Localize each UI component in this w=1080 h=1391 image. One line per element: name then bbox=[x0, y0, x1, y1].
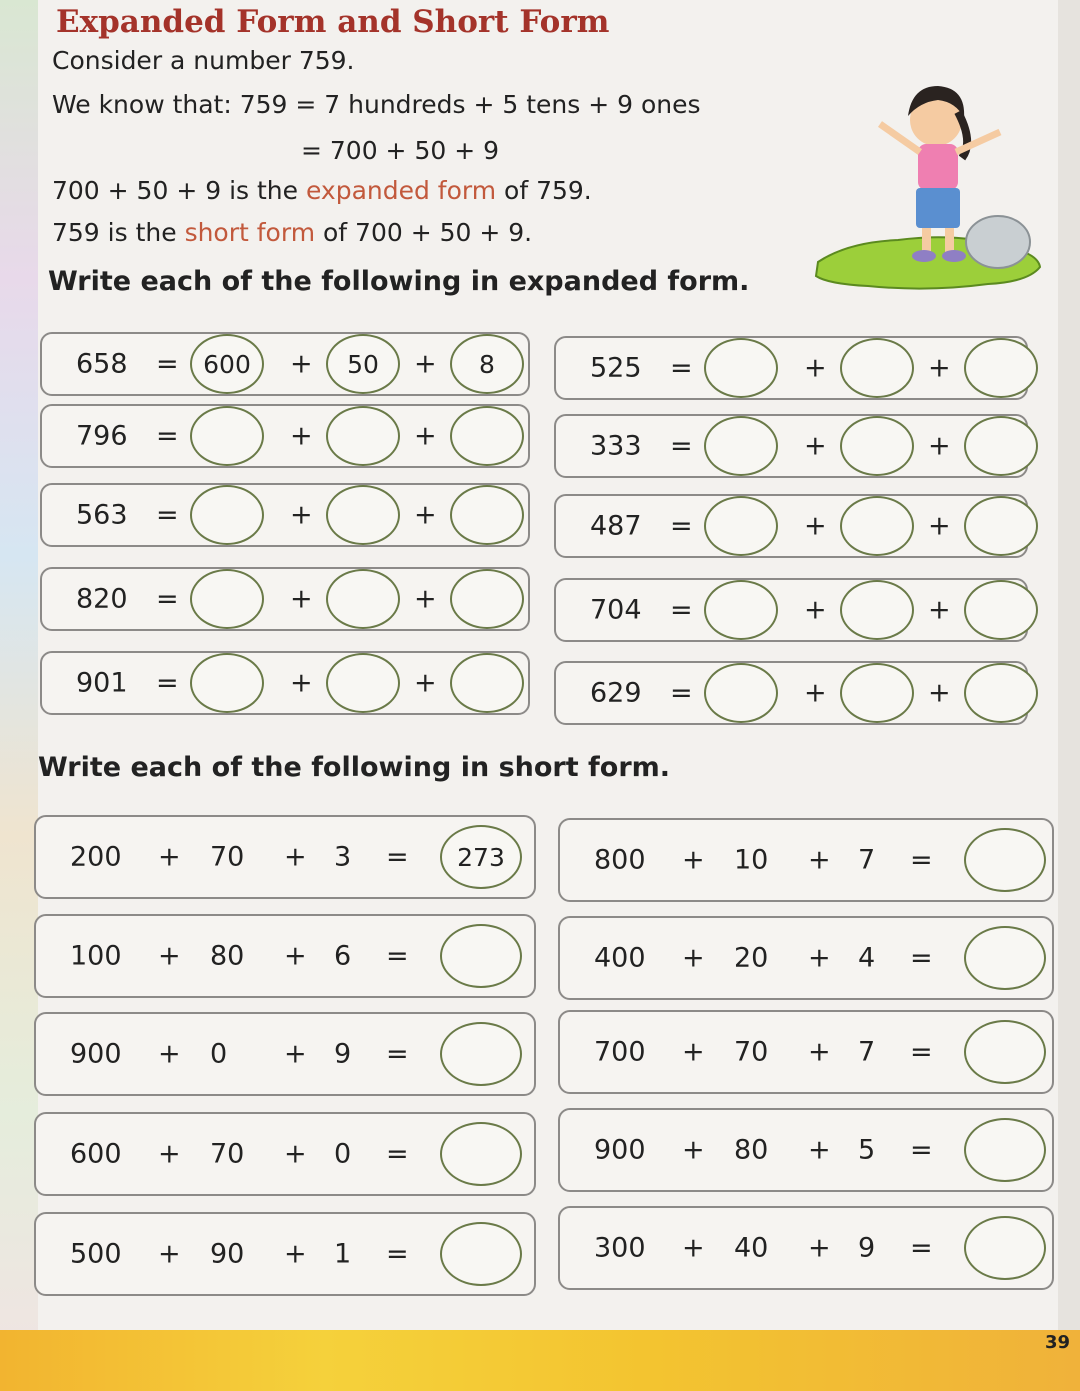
answer-oval[interactable] bbox=[704, 580, 778, 640]
answer-oval[interactable] bbox=[450, 653, 524, 713]
answer-oval[interactable] bbox=[964, 663, 1038, 723]
plus-sign: + bbox=[682, 844, 705, 876]
answer-oval[interactable] bbox=[440, 1222, 522, 1286]
addend-ones: 9 bbox=[858, 1232, 876, 1264]
answer-oval[interactable] bbox=[326, 485, 400, 545]
equals-sign: = bbox=[156, 499, 179, 531]
given-number: 796 bbox=[76, 420, 128, 452]
answer-oval[interactable] bbox=[964, 926, 1046, 990]
page-number: 39 bbox=[1044, 1332, 1070, 1353]
plus-sign: + bbox=[284, 1138, 307, 1170]
expanded-row bbox=[40, 332, 530, 396]
plus-sign: + bbox=[290, 499, 313, 531]
addend-hundreds: 800 bbox=[594, 844, 646, 876]
equals-sign: = bbox=[156, 348, 179, 380]
equals-sign: = bbox=[386, 1038, 409, 1070]
expanded-row bbox=[554, 414, 1028, 478]
plus-sign: + bbox=[804, 677, 827, 709]
page-title: Expanded Form and Short Form bbox=[56, 4, 610, 40]
equals-sign: = bbox=[386, 1138, 409, 1170]
expanded-row bbox=[554, 661, 1028, 725]
equals-sign: = bbox=[910, 844, 933, 876]
given-number: 901 bbox=[76, 667, 128, 699]
plus-sign: + bbox=[682, 1232, 705, 1264]
answer-oval[interactable] bbox=[440, 924, 522, 988]
equals-sign: = bbox=[386, 1238, 409, 1270]
short-row bbox=[558, 1108, 1054, 1192]
plus-sign: + bbox=[284, 841, 307, 873]
given-number: 629 bbox=[590, 677, 642, 709]
plus-sign: + bbox=[928, 510, 951, 542]
plus-sign: + bbox=[290, 420, 313, 452]
consider-line: Consider a number 759. bbox=[52, 46, 355, 75]
equals-sign: = bbox=[670, 430, 693, 462]
equals-sign: = bbox=[670, 510, 693, 542]
plus-sign: + bbox=[284, 940, 307, 972]
addend-tens: 20 bbox=[734, 942, 769, 974]
answer-oval[interactable] bbox=[964, 828, 1046, 892]
addend-tens: 80 bbox=[734, 1134, 769, 1166]
plus-sign: + bbox=[682, 1134, 705, 1166]
footer-band bbox=[0, 1330, 1080, 1391]
plus-sign: + bbox=[682, 942, 705, 974]
answer-oval[interactable]: 50 bbox=[326, 334, 400, 394]
equals-sign: = bbox=[670, 594, 693, 626]
text-part: 759 is the bbox=[52, 218, 185, 247]
know-line-2: = 700 + 50 + 9 bbox=[301, 136, 500, 165]
plus-sign: + bbox=[804, 430, 827, 462]
expanded-row bbox=[40, 651, 530, 715]
short-row bbox=[558, 1206, 1054, 1290]
equals-sign: = bbox=[386, 940, 409, 972]
term-expanded-form: expanded form bbox=[305, 176, 497, 205]
expanded-row bbox=[40, 404, 530, 468]
know-line: We know that: 759 = 7 hundreds + 5 tens + 9 ones bbox=[52, 90, 701, 119]
equals-sign: = bbox=[156, 420, 179, 452]
short-definition bbox=[52, 218, 532, 247]
addend-hundreds: 500 bbox=[70, 1238, 122, 1270]
answer-oval[interactable] bbox=[450, 485, 524, 545]
given-number: 333 bbox=[590, 430, 642, 462]
short-row bbox=[34, 1112, 536, 1196]
plus-sign: + bbox=[290, 667, 313, 699]
plus-sign: + bbox=[158, 1038, 181, 1070]
page-edge-tabs bbox=[0, 0, 38, 1391]
text-part: of 700 + 50 + 9. bbox=[315, 218, 533, 247]
short-row bbox=[34, 815, 536, 899]
addend-hundreds: 900 bbox=[70, 1038, 122, 1070]
given-number: 820 bbox=[76, 583, 128, 615]
given-number: 704 bbox=[590, 594, 642, 626]
addend-ones: 1 bbox=[334, 1238, 352, 1270]
short-row bbox=[558, 1010, 1054, 1094]
answer-oval[interactable] bbox=[964, 1216, 1046, 1280]
short-row bbox=[34, 914, 536, 998]
plus-sign: + bbox=[284, 1238, 307, 1270]
answer-oval[interactable] bbox=[704, 338, 778, 398]
addend-ones: 7 bbox=[858, 844, 876, 876]
addend-hundreds: 200 bbox=[70, 841, 122, 873]
equals-sign: = bbox=[670, 677, 693, 709]
plus-sign: + bbox=[414, 420, 437, 452]
answer-oval[interactable] bbox=[840, 416, 914, 476]
plus-sign: + bbox=[808, 1232, 831, 1264]
addend-ones: 6 bbox=[334, 940, 352, 972]
plus-sign: + bbox=[414, 348, 437, 380]
short-row bbox=[558, 818, 1054, 902]
given-number: 525 bbox=[590, 352, 642, 384]
answer-oval[interactable]: 600 bbox=[190, 334, 264, 394]
answer-oval[interactable] bbox=[964, 338, 1038, 398]
expanded-row bbox=[554, 336, 1028, 400]
equals-sign: = bbox=[910, 942, 933, 974]
text-part: of 759. bbox=[496, 176, 592, 205]
plus-sign: + bbox=[290, 348, 313, 380]
addend-tens: 80 bbox=[210, 940, 245, 972]
answer-oval[interactable]: 8 bbox=[450, 334, 524, 394]
answer-oval[interactable] bbox=[326, 569, 400, 629]
answer-oval[interactable] bbox=[440, 1022, 522, 1086]
equals-sign: = bbox=[910, 1036, 933, 1068]
short-row bbox=[34, 1212, 536, 1296]
answer-oval[interactable] bbox=[964, 416, 1038, 476]
addend-tens: 40 bbox=[734, 1232, 769, 1264]
equals-sign: = bbox=[156, 667, 179, 699]
addend-ones: 4 bbox=[858, 942, 876, 974]
addend-hundreds: 100 bbox=[70, 940, 122, 972]
given-number: 563 bbox=[76, 499, 128, 531]
answer-oval[interactable] bbox=[450, 406, 524, 466]
equals-sign: = bbox=[910, 1134, 933, 1166]
plus-sign: + bbox=[808, 844, 831, 876]
plus-sign: + bbox=[804, 594, 827, 626]
addend-ones: 9 bbox=[334, 1038, 352, 1070]
plus-sign: + bbox=[414, 583, 437, 615]
plus-sign: + bbox=[414, 499, 437, 531]
plus-sign: + bbox=[158, 1238, 181, 1270]
answer-oval[interactable] bbox=[704, 663, 778, 723]
answer-oval[interactable] bbox=[704, 496, 778, 556]
plus-sign: + bbox=[804, 352, 827, 384]
plus-sign: + bbox=[928, 594, 951, 626]
answer-oval[interactable] bbox=[964, 1118, 1046, 1182]
answer-oval[interactable] bbox=[840, 496, 914, 556]
expanded-heading: Write each of the following in expanded form. bbox=[48, 266, 750, 297]
addend-tens: 0 bbox=[210, 1038, 228, 1070]
equals-sign: = bbox=[156, 583, 179, 615]
equals-sign: = bbox=[670, 352, 693, 384]
addend-hundreds: 300 bbox=[594, 1232, 646, 1264]
short-heading: Write each of the following in short form. bbox=[38, 752, 671, 783]
addend-hundreds: 700 bbox=[594, 1036, 646, 1068]
answer-oval[interactable] bbox=[190, 653, 264, 713]
plus-sign: + bbox=[808, 942, 831, 974]
addend-tens: 70 bbox=[210, 1138, 245, 1170]
answer-oval[interactable] bbox=[964, 580, 1038, 640]
answer-oval[interactable] bbox=[964, 1020, 1046, 1084]
plus-sign: + bbox=[808, 1134, 831, 1166]
answer-oval[interactable] bbox=[190, 569, 264, 629]
plus-sign: + bbox=[290, 583, 313, 615]
plus-sign: + bbox=[928, 430, 951, 462]
answer-oval[interactable] bbox=[190, 406, 264, 466]
answer-oval[interactable] bbox=[704, 416, 778, 476]
answer-oval[interactable] bbox=[964, 496, 1038, 556]
equals-sign: = bbox=[386, 841, 409, 873]
addend-hundreds: 400 bbox=[594, 942, 646, 974]
equals-sign: = bbox=[910, 1232, 933, 1264]
plus-sign: + bbox=[928, 677, 951, 709]
girl-illustration bbox=[808, 72, 1048, 312]
addend-tens: 90 bbox=[210, 1238, 245, 1270]
answer-oval[interactable] bbox=[440, 1122, 522, 1186]
plus-sign: + bbox=[928, 352, 951, 384]
expanded-row bbox=[554, 494, 1028, 558]
plus-sign: + bbox=[284, 1038, 307, 1070]
short-row bbox=[34, 1012, 536, 1096]
expanded-row bbox=[554, 578, 1028, 642]
given-number: 658 bbox=[76, 348, 128, 380]
plus-sign: + bbox=[158, 1138, 181, 1170]
given-number: 487 bbox=[590, 510, 642, 542]
plus-sign: + bbox=[414, 667, 437, 699]
answer-oval[interactable] bbox=[190, 485, 264, 545]
addend-ones: 7 bbox=[858, 1036, 876, 1068]
answer-oval[interactable]: 273 bbox=[440, 825, 522, 889]
answer-oval[interactable] bbox=[326, 406, 400, 466]
plus-sign: + bbox=[808, 1036, 831, 1068]
expanded-definition bbox=[52, 176, 592, 205]
plus-sign: + bbox=[804, 510, 827, 542]
term-short-form: short form bbox=[184, 218, 316, 247]
short-row bbox=[558, 916, 1054, 1000]
page-right-edge bbox=[1058, 0, 1080, 1391]
addend-hundreds: 900 bbox=[594, 1134, 646, 1166]
addend-tens: 70 bbox=[210, 841, 245, 873]
addend-ones: 5 bbox=[858, 1134, 876, 1166]
plus-sign: + bbox=[158, 841, 181, 873]
plus-sign: + bbox=[682, 1036, 705, 1068]
text-part: 700 + 50 + 9 is the bbox=[52, 176, 306, 205]
plus-sign: + bbox=[158, 940, 181, 972]
addend-tens: 70 bbox=[734, 1036, 769, 1068]
expanded-row bbox=[40, 567, 530, 631]
answer-oval[interactable] bbox=[450, 569, 524, 629]
addend-ones: 3 bbox=[334, 841, 352, 873]
answer-oval[interactable] bbox=[326, 653, 400, 713]
addend-tens: 10 bbox=[734, 844, 769, 876]
expanded-row bbox=[40, 483, 530, 547]
answer-oval[interactable] bbox=[840, 580, 914, 640]
answer-oval[interactable] bbox=[840, 663, 914, 723]
addend-hundreds: 600 bbox=[70, 1138, 122, 1170]
addend-ones: 0 bbox=[334, 1138, 352, 1170]
answer-oval[interactable] bbox=[840, 338, 914, 398]
